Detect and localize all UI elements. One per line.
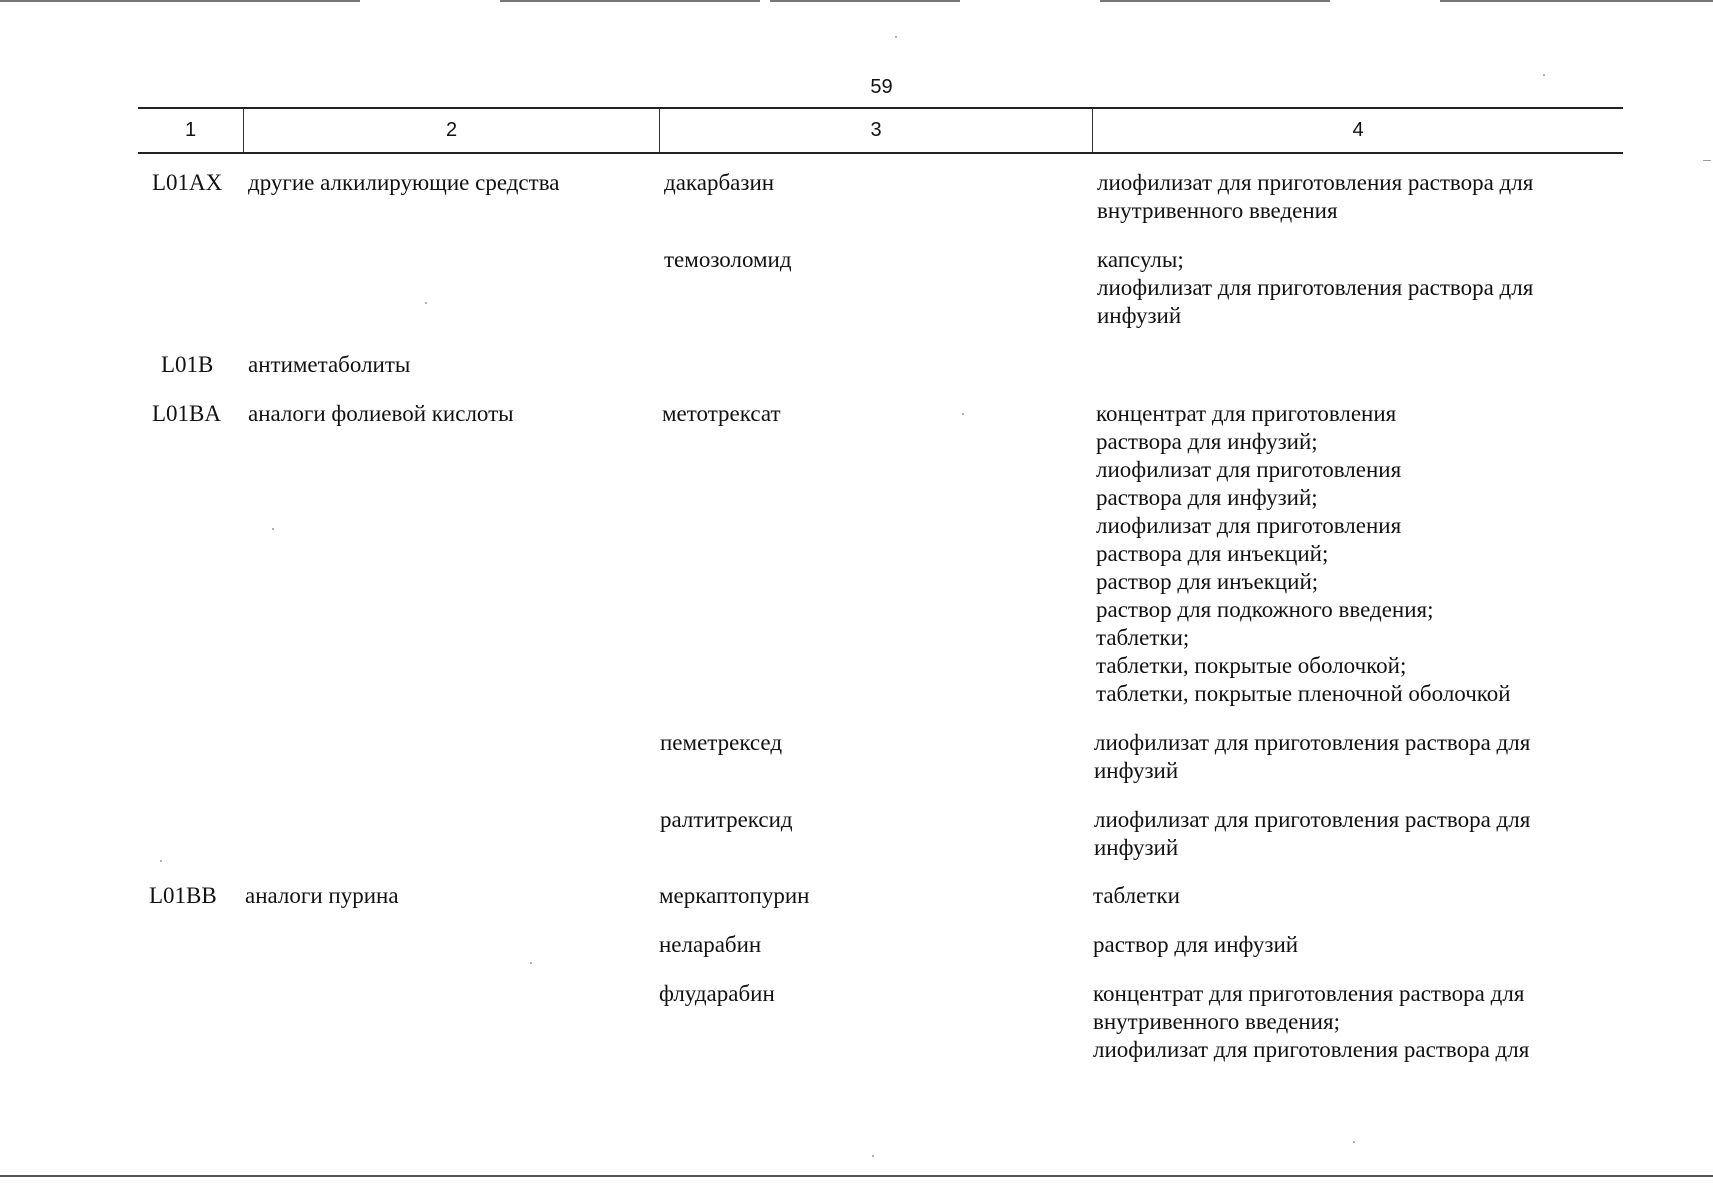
dosage-form: лиофилизат для приготовления раствора для	[1094, 730, 1531, 755]
column-header-4: 4	[1352, 119, 1364, 141]
dosage-form: инфузий	[1094, 758, 1179, 783]
dosage-form: внутривенного введения;	[1093, 1009, 1340, 1034]
drug-name: пеметрексед	[660, 730, 783, 755]
dosage-form: концентрат для приготовления	[1096, 401, 1397, 426]
dosage-form: капсулы;	[1097, 247, 1184, 272]
atc-group-name: аналоги фолиевой кислоты	[248, 401, 514, 426]
drug-name: меркаптопурин	[659, 883, 810, 908]
scan-speck	[1353, 1141, 1355, 1143]
scan-edge-top-middle	[500, 0, 760, 2]
scan-speck	[530, 962, 532, 964]
atc-code: L01BB	[149, 883, 217, 908]
atc-code: L01BA	[152, 401, 221, 426]
dosage-form: таблетки, покрытые пленочной оболочкой	[1096, 681, 1511, 706]
page-number: 59	[870, 76, 893, 98]
dosage-form: таблетки, покрытые оболочкой;	[1096, 653, 1407, 678]
table-header	[138, 107, 1623, 154]
dosage-form: инфузий	[1094, 835, 1179, 860]
dosage-form: раствор для подкожного введения;	[1096, 597, 1434, 622]
dosage-form: таблетки;	[1096, 625, 1190, 650]
scan-speck	[872, 1155, 874, 1157]
atc-code: L01B	[161, 352, 214, 377]
drug-name: ралтитрексид	[660, 807, 793, 832]
dosage-form: раствор для инъекций;	[1096, 569, 1319, 594]
dosage-form: таблетки	[1093, 883, 1180, 908]
drug-name: флударабин	[659, 981, 775, 1006]
scan-speck	[962, 413, 964, 415]
atc-group-name: антиметаболиты	[248, 352, 411, 377]
dosage-form: концентрат для приготовления раствора для	[1093, 981, 1525, 1006]
scan-edge-top-right	[1100, 0, 1330, 2]
dosage-form: лиофилизат для приготовления раствора для	[1094, 807, 1531, 832]
dosage-form: внутривенного введения	[1097, 198, 1338, 223]
scan-edge-top-far-right	[1440, 0, 1713, 2]
dosage-form: раствора для инфузий;	[1096, 429, 1318, 454]
scan-speck	[160, 860, 162, 862]
scan-speck	[895, 36, 897, 38]
dosage-form: лиофилизат для приготовления раствора для	[1093, 1037, 1530, 1062]
column-header-3: 3	[870, 119, 882, 141]
scan-edge-top-center	[770, 0, 960, 2]
scan-speck	[272, 528, 274, 530]
scan-edge-bottom	[0, 1175, 1713, 1177]
atc-group-name: аналоги пурина	[245, 883, 399, 908]
dosage-form: лиофилизат для приготовления	[1096, 513, 1402, 538]
drug-name: метотрексат	[662, 401, 781, 426]
dosage-form: раствора для инъекций;	[1096, 541, 1329, 566]
dosage-form: лиофилизат для приготовления раствора для	[1097, 275, 1534, 300]
atc-group-name: другие алкилирующие средства	[248, 170, 560, 195]
dosage-form: лиофилизат для приготовления	[1096, 457, 1402, 482]
drug-name: неларабин	[659, 932, 762, 957]
dosage-form: раствор для инфузий	[1093, 932, 1299, 957]
drug-name: дакарбазин	[664, 170, 775, 195]
dosage-form: лиофилизат для приготовления раствора для	[1097, 170, 1534, 195]
column-header-1: 1	[184, 119, 197, 141]
scan-speck	[1703, 160, 1711, 161]
scan-speck	[425, 302, 427, 304]
dosage-form: инфузий	[1097, 303, 1182, 328]
scan-edge-top-left	[0, 0, 360, 2]
atc-code: L01AX	[152, 170, 223, 195]
column-header-2: 2	[445, 119, 458, 141]
dosage-form: раствора для инфузий;	[1096, 485, 1318, 510]
drug-name: темозоломид	[664, 247, 792, 272]
